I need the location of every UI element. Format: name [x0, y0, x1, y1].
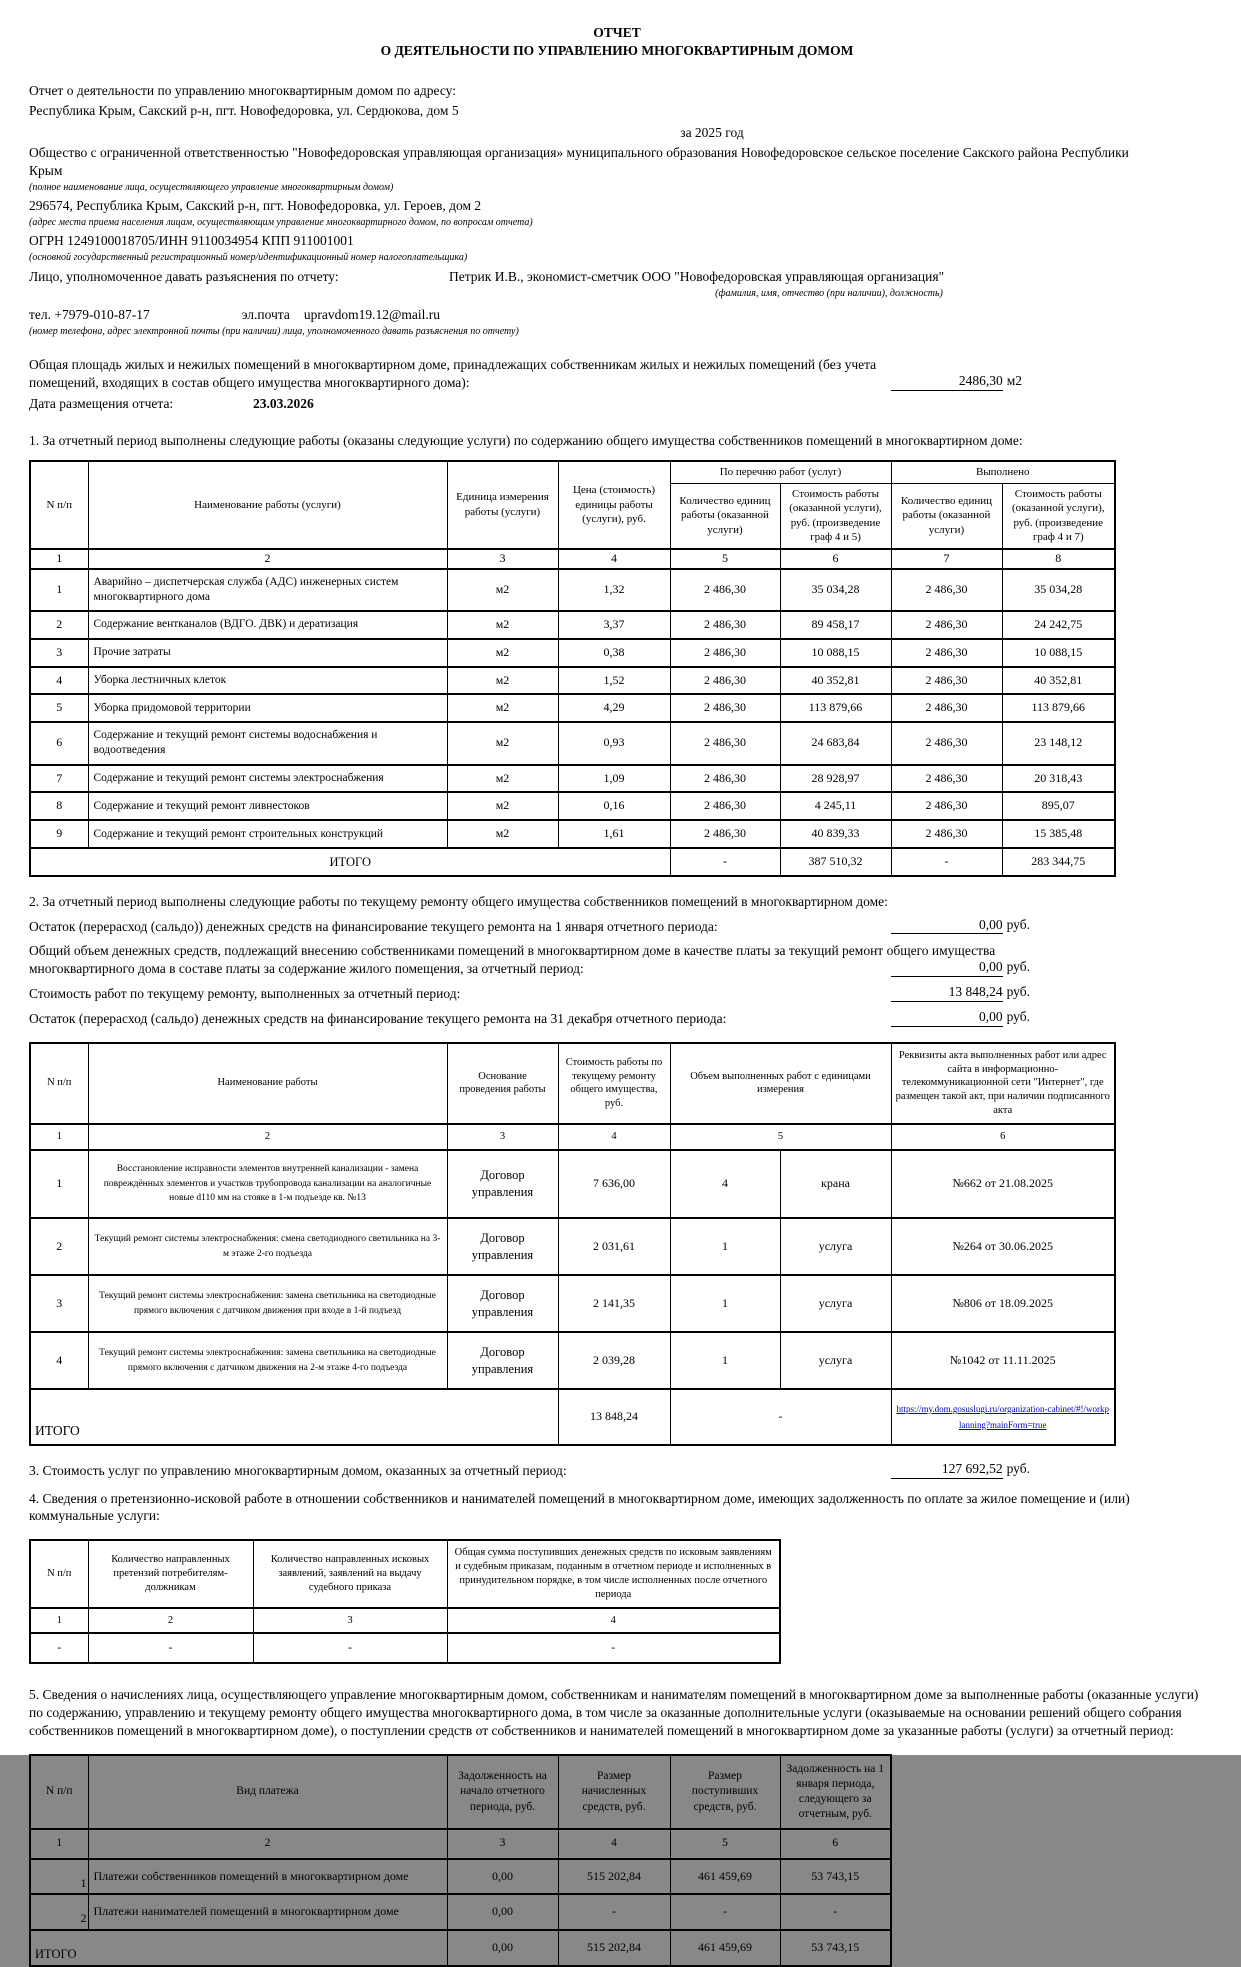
cell: 89 458,17	[780, 611, 891, 639]
cell: услуга	[780, 1332, 891, 1389]
cell: 2	[30, 1894, 88, 1930]
cell: 9	[30, 820, 88, 848]
line-value: 0,00	[891, 916, 1003, 935]
table-row	[30, 1275, 1115, 1332]
line-unit: руб.	[1006, 916, 1030, 932]
cell: м2	[447, 765, 558, 793]
line-label: Стоимость работ по текущему ремонту, выполненных за отчетный период:	[29, 986, 461, 1002]
cell: 0,00	[447, 1859, 558, 1895]
report-subtitle: О ДЕЯТЕЛЬНОСТИ ПО УПРАВЛЕНИЮ МНОГОКВАРТИРНЫМ ДОМОМ	[380, 42, 854, 58]
table-row	[30, 765, 1115, 793]
col-header: Цена (стоимость) единицы работы (услуги), руб.	[558, 461, 670, 549]
cell: 1,61	[558, 820, 670, 848]
section5-heading: 5. Сведения о начислениях лица, осуществляющего управление многоквартирным домом, собственникам и нанимателям помещений в многоквартирном доме за выполненные работы (оказанные услуги) по содержанию, управлению и текущему ремонту общего имущества многоквартирного дома, в том числе за оказанные дополнительные услуги (оказываемые на основании решений общего собрания собственников помещений в многоквартирном доме), о поступлении средств от собственников и нанимателей помещений в многоквартирном доме за указанные работы (услуги) за отчетный период:	[29, 1687, 1199, 1738]
total-cell: 13 848,24	[558, 1389, 670, 1445]
repair-due-line	[29, 942, 1205, 978]
col-header: Задолженность на начало отчетного периода, руб.	[447, 1755, 558, 1830]
total-cell: 283 344,75	[1002, 848, 1115, 876]
cell: 2 486,30	[891, 611, 1002, 639]
total-area-text: Общая площадь жилых и нежилых помещений в многоквартирном доме, принадлежащих собственникам жилых и нежилых помещений (без учета помещений, входящих в состав общего имущества многоквартирного дома):	[29, 356, 877, 390]
cell: м2	[447, 639, 558, 667]
line-value-wrap	[891, 983, 1030, 1002]
col-header: Стоимость работы (оказанной услуги), руб. (произведение граф 4 и 7)	[1002, 483, 1115, 549]
repair-balance-start-line	[29, 918, 1205, 936]
col-index: 3	[447, 1829, 558, 1858]
col-index: 4	[447, 1608, 780, 1634]
line-unit: руб.	[1006, 1008, 1030, 1024]
section1-heading: 1. За отчетный период выполнены следующие работы (оказаны следующие услуги) по содержанию общего имущества собственников помещений в многоквартирном доме:	[29, 433, 1023, 449]
cell: 3	[30, 639, 88, 667]
cell: 2	[30, 611, 88, 639]
cell: Договор управления	[447, 1150, 558, 1218]
cell: 4 245,11	[780, 792, 891, 820]
line-label: Остаток (перерасход (сальдо) денежных средств на финансирование текущего ремонта на 31 декабря отчетного периода:	[29, 1010, 727, 1026]
phone-caption: (номер телефона, адрес электронной почты (при наличии) лица, уполномоченного давать разъяснения по отчету)	[29, 325, 519, 337]
cell: 4,29	[558, 694, 670, 722]
table-row	[30, 639, 1115, 667]
cell: Прочие затраты	[88, 639, 447, 667]
col-index: 3	[253, 1608, 447, 1634]
cell: 1	[670, 1332, 780, 1389]
report-title: ОТЧЕТ	[593, 25, 641, 40]
col-header: Количество единиц работы (оказанной услуги)	[891, 483, 1002, 549]
cell: №1042 от 11.11.2025	[891, 1332, 1115, 1389]
line-value-wrap	[891, 916, 1030, 935]
cell: №264 от 30.06.2025	[891, 1218, 1115, 1275]
total-area-value-wrap	[891, 372, 1022, 391]
col-header: N п/п	[30, 1043, 88, 1124]
cell: 1,09	[558, 765, 670, 793]
cell: 10 088,15	[1002, 639, 1115, 667]
cell: м2	[447, 694, 558, 722]
line-label: Остаток (перерасход (сальдо)) денежных средств на финансирование текущего ремонта на 1 января отчетного периода:	[29, 918, 718, 934]
cell: Платежи нанимателей помещений в многоквартирном доме	[88, 1894, 447, 1930]
section4-heading: 4. Сведения о претензионно-исковой работе в отношении собственников и нанимателей помещений в многоквартирном доме, имеющих задолженность по оплате за жилое помещение и (или) коммунальные услуги:	[29, 1490, 1130, 1524]
cell: -	[253, 1633, 447, 1663]
col-index: 5	[670, 1124, 891, 1150]
total-cell: 53 743,15	[780, 1930, 891, 1966]
col-index: 5	[670, 549, 780, 569]
cell: м2	[447, 569, 558, 611]
col-header: Стоимость работы (оказанной услуги), руб. (произведение граф 4 и 5)	[780, 483, 891, 549]
cell: 2 141,35	[558, 1275, 670, 1332]
table-total-row	[30, 1930, 891, 1966]
contact-label: Лицо, уполномоченное давать разъяснения по отчету:	[29, 268, 339, 284]
line-unit: руб.	[1006, 959, 1030, 975]
col-index: 2	[88, 549, 447, 569]
col-index: 1	[30, 1829, 88, 1858]
management-cost-unit: руб.	[1006, 1460, 1030, 1476]
cell: 0,93	[558, 722, 670, 764]
cell: Договор управления	[447, 1218, 558, 1275]
section3-label: 3. Стоимость услуг по управлению многоквартирным домом, оказанных за отчетный период:	[29, 1462, 567, 1478]
cell: 3	[30, 1275, 88, 1332]
report-date-line	[29, 395, 1205, 413]
cell: Договор управления	[447, 1332, 558, 1389]
table-row	[30, 1633, 780, 1663]
col-index: 5	[670, 1829, 780, 1858]
report-date-value: 23.03.2026	[253, 395, 314, 411]
cell: 53 743,15	[780, 1859, 891, 1895]
cell: Договор управления	[447, 1275, 558, 1332]
contact-person: Петрик И.В., экономист-сметчик ООО "Новофедоровская управляющая организация"	[449, 268, 945, 284]
cell: крана	[780, 1150, 891, 1218]
cell: 1	[30, 1859, 88, 1895]
cell: Содержание вентканалов (ВДГО. ДВК) и дератизация	[88, 611, 447, 639]
management-cost-value: 127 692,52	[891, 1460, 1003, 1479]
cell: -	[447, 1633, 780, 1663]
cell: Текущий ремонт системы электроснабжения: замена светильника на светодиодные прямого включения с датчиком движения при входе в 1-й подъезд	[88, 1275, 447, 1332]
line-value-wrap	[891, 1008, 1030, 1027]
col-index: 6	[891, 1124, 1115, 1150]
total-label: ИТОГО	[30, 1389, 558, 1445]
cell: 2	[30, 1218, 88, 1275]
col-header: N п/п	[30, 461, 88, 549]
col-index: 3	[447, 1124, 558, 1150]
col-index: 2	[88, 1124, 447, 1150]
cell: 2 486,30	[891, 569, 1002, 611]
cell: 2 486,30	[670, 792, 780, 820]
col-header: Реквизиты акта выполненных работ или адрес сайта в информационно-телекоммуникационной сети "Интернет", где размещен такой акт, при наличии подписанного акта	[891, 1043, 1115, 1124]
cell: 2 486,30	[670, 639, 780, 667]
col-header: Задолженность на 1 января периода, следующего за отчетным, руб.	[780, 1755, 891, 1830]
total-cell: -	[891, 848, 1002, 876]
cell: 2 039,28	[558, 1332, 670, 1389]
cell: №662 от 21.08.2025	[891, 1150, 1115, 1218]
col-header: Количество направленных претензий потребителям-должникам	[88, 1540, 253, 1607]
cell: 0,38	[558, 639, 670, 667]
table-row	[30, 1894, 891, 1930]
cell: 20 318,43	[1002, 765, 1115, 793]
repair-cost-line	[29, 985, 1205, 1003]
line-value: 0,00	[891, 1008, 1003, 1027]
cell: Уборка лестничных клеток	[88, 667, 447, 695]
cell: Содержание и текущий ремонт системы водоснабжения и водоотведения	[88, 722, 447, 764]
maintenance-works-table	[29, 460, 1116, 877]
table-row	[30, 792, 1115, 820]
cell: Текущий ремонт системы электроснабжения: замена светильника на светодиодные прямого включения с датчиком движения на 2-м этаже 4-го подъезда	[88, 1332, 447, 1389]
cell: 1,52	[558, 667, 670, 695]
table-row	[30, 1218, 1115, 1275]
table-row	[30, 569, 1115, 611]
col-index: 8	[1002, 549, 1115, 569]
col-index: 2	[88, 1829, 447, 1858]
table-total-row	[30, 848, 1115, 876]
repair-works-table	[29, 1042, 1116, 1446]
col-index: 2	[88, 1608, 253, 1634]
cell: 4	[670, 1150, 780, 1218]
org-address: 296574, Республика Крым, Сакский р-н, пгт. Новофедоровка, ул. Героев, дом 2	[29, 197, 482, 213]
cell: 2 486,30	[670, 569, 780, 611]
cell: 1	[670, 1275, 780, 1332]
cell: 2 486,30	[670, 667, 780, 695]
col-header: N п/п	[30, 1540, 88, 1607]
col-header: Стоимость работы по текущему ремонту общего имущества, руб.	[558, 1043, 670, 1124]
cell: Платежи собственников помещений в многоквартирном доме	[88, 1859, 447, 1895]
cell: 40 352,81	[1002, 667, 1115, 695]
cell: 2 486,30	[891, 722, 1002, 764]
cell: 0,00	[447, 1894, 558, 1930]
cell: 0,16	[558, 792, 670, 820]
cell: 461 459,69	[670, 1859, 780, 1895]
line-unit: руб.	[1006, 984, 1030, 1000]
total-area-block	[29, 356, 1205, 392]
claims-table	[29, 1539, 781, 1664]
contact-caption: (фамилия, имя, отчество (при наличии), должность)	[715, 287, 943, 299]
cell: 10 088,15	[780, 639, 891, 667]
phone-email-line	[29, 306, 1205, 324]
org-address-caption: (адрес места приема населения лицам, осуществляющим управление многоквартирного домом, по вопросам отчета)	[29, 216, 533, 228]
repair-balance-end-line	[29, 1010, 1205, 1028]
cell: 3,37	[558, 611, 670, 639]
table-row	[30, 820, 1115, 848]
col-index: 4	[558, 549, 670, 569]
col-header: N п/п	[30, 1755, 88, 1830]
cell: 23 148,12	[1002, 722, 1115, 764]
cell: 2 486,30	[891, 820, 1002, 848]
line-value: 13 848,24	[891, 983, 1003, 1002]
line-label: Общий объем денежных средств, подлежащий внесению собственниками помещений в многоквартирном доме в качестве платы за текущий ремонт общего имущества многоквартирного дома в составе платы за содержание жилого помещения, за отчетный период:	[29, 943, 996, 977]
management-cost-wrap	[891, 1460, 1030, 1479]
cell: 6	[30, 722, 88, 764]
cell: 28 928,97	[780, 765, 891, 793]
table-row	[30, 1859, 891, 1895]
cell: -	[780, 1894, 891, 1930]
col-group-header: Выполнено	[891, 461, 1115, 483]
col-header: Вид платежа	[88, 1755, 447, 1830]
col-index: 6	[780, 549, 891, 569]
cell: 40 839,33	[780, 820, 891, 848]
total-cell: 387 510,32	[780, 848, 891, 876]
total-area-value: 2486,30	[891, 372, 1003, 391]
col-header: Наименование работы (услуги)	[88, 461, 447, 549]
cell: 113 879,66	[780, 694, 891, 722]
total-cell: 461 459,69	[670, 1930, 780, 1966]
cell: 35 034,28	[1002, 569, 1115, 611]
cell: 8	[30, 792, 88, 820]
cell: Содержание и текущий ремонт ливнестоков	[88, 792, 447, 820]
total-cell: 515 202,84	[558, 1930, 670, 1966]
total-cell: -	[670, 1389, 891, 1445]
cell: 2 486,30	[891, 792, 1002, 820]
col-header: Количество направленных исковых заявлений, заявлений на выдачу судебного приказа	[253, 1540, 447, 1607]
org-name: Общество с ограниченной ответственностью "Новофедоровская управляющая организация» муниципального образования Новофедоровское сельское поселение Сакского района Республики Крым	[29, 145, 1129, 178]
cell: м2	[447, 792, 558, 820]
total-cell	[891, 1389, 1115, 1445]
table-row	[30, 1332, 1115, 1389]
col-index: 4	[558, 1829, 670, 1858]
col-index: 4	[558, 1124, 670, 1150]
total-area-unit: м2	[1006, 372, 1022, 388]
cell: 2 486,30	[891, 694, 1002, 722]
col-header: Количество единиц работы (оказанной услуги)	[670, 483, 780, 549]
table-row	[30, 611, 1115, 639]
section3-line	[29, 1462, 1205, 1480]
cell: 4	[30, 667, 88, 695]
cell: м2	[447, 667, 558, 695]
col-index: 6	[780, 1829, 891, 1858]
cell: 1	[30, 1150, 88, 1218]
col-header: Основание проведения работы	[447, 1043, 558, 1124]
cell: 40 352,81	[780, 667, 891, 695]
cell: 2 486,30	[670, 722, 780, 764]
cell: 35 034,28	[780, 569, 891, 611]
cell: 7 636,00	[558, 1150, 670, 1218]
col-index: 1	[30, 1608, 88, 1634]
total-label: ИТОГО	[30, 848, 670, 876]
col-index: 1	[30, 549, 88, 569]
col-header: Размер начисленных средств, руб.	[558, 1755, 670, 1830]
cell: м2	[447, 820, 558, 848]
cell: 1	[30, 569, 88, 611]
cell: м2	[447, 611, 558, 639]
col-index: 1	[30, 1124, 88, 1150]
cell: 2 486,30	[891, 667, 1002, 695]
col-header: Размер поступивших средств, руб.	[670, 1755, 780, 1830]
cell: Содержание и текущий ремонт системы электроснабжения	[88, 765, 447, 793]
total-label: ИТОГО	[30, 1930, 447, 1966]
cell: 113 879,66	[1002, 694, 1115, 722]
cell: -	[670, 1894, 780, 1930]
total-cell: 0,00	[447, 1930, 558, 1966]
email: upravdom19.12@mail.ru	[303, 306, 441, 322]
cell: Аварийно – диспетчерская служба (АДС) инженерных систем многоквартирного дома	[88, 569, 447, 611]
email-label: эл.почта	[241, 306, 290, 322]
col-index: 7	[891, 549, 1002, 569]
col-header: Единица измерения работы (услуги)	[447, 461, 558, 549]
cell: 7	[30, 765, 88, 793]
cell: 15 385,48	[1002, 820, 1115, 848]
cell: 895,07	[1002, 792, 1115, 820]
table-row	[30, 1150, 1115, 1218]
table-row	[30, 667, 1115, 695]
report-intro: Отчет о деятельности по управлению многоквартирным домом по адресу:	[29, 82, 457, 98]
cell: 2 486,30	[891, 765, 1002, 793]
cell: -	[88, 1633, 253, 1663]
table-total-row	[30, 1389, 1115, 1445]
col-index: 3	[447, 549, 558, 569]
cell: 2 486,30	[670, 765, 780, 793]
cell: 4	[30, 1332, 88, 1389]
cell: м2	[447, 722, 558, 764]
cell: 515 202,84	[558, 1859, 670, 1895]
phone: тел. +7979-010-87-17	[29, 306, 150, 322]
cell: -	[30, 1633, 88, 1663]
total-cell: -	[670, 848, 780, 876]
ogrn-inn-kpp: ОГРН 1249100018705/ИНН 9110034954 КПП 911001001	[29, 232, 354, 248]
section2-heading: 2. За отчетный период выполнены следующие работы по текущему ремонту общего имущества собственников помещений в многоквартирном доме:	[29, 893, 888, 909]
cell: 5	[30, 694, 88, 722]
workplanning-link[interactable]: https://my.dom.gosuslugi.ru/organization-cabinet/#!/workplanning?mainForm=true	[896, 1404, 1109, 1430]
cell: Восстановление исправности элементов внутренней канализации - замена повреждённых элементов и участков трубопровода канализации на аналогичные новые d110 мм на стояке в 1-м подъезде кв. №13	[88, 1150, 447, 1218]
cell: 24 242,75	[1002, 611, 1115, 639]
line-value: 0,00	[891, 958, 1003, 977]
cell: -	[558, 1894, 670, 1930]
col-header: Объем выполненных работ с единицами измерения	[670, 1043, 891, 1124]
cell: 2 486,30	[670, 694, 780, 722]
cell: 1	[670, 1218, 780, 1275]
cell: услуга	[780, 1218, 891, 1275]
cell: Текущий ремонт системы электроснабжения: смена светодиодного светильника на 3-м этаже 2-го подъезда	[88, 1218, 447, 1275]
report-date-label: Дата размещения отчета:	[29, 395, 174, 411]
building-address: Республика Крым, Сакский р-н, пгт. Новофедоровка, ул. Сердюкова, дом 5	[29, 103, 459, 119]
cell: №806 от 18.09.2025	[891, 1275, 1115, 1332]
line-value-wrap	[891, 958, 1030, 977]
col-group-header: По перечню работ (услуг)	[670, 461, 891, 483]
col-header: Наименование работы	[88, 1043, 447, 1124]
cell: услуга	[780, 1275, 891, 1332]
ogrn-caption: (основной государственный регистрационный номер/идентификационный номер налогоплательщика)	[29, 251, 468, 263]
table-row	[30, 694, 1115, 722]
cell: 2 486,30	[670, 611, 780, 639]
table-row	[30, 722, 1115, 764]
cell: Содержание и текущий ремонт строительных конструкций	[88, 820, 447, 848]
cell: 2 486,30	[891, 639, 1002, 667]
org-name-caption: (полное наименование лица, осуществляющего управление многоквартирным домом)	[29, 181, 394, 193]
accruals-table	[29, 1754, 892, 1967]
cell: 2 031,61	[558, 1218, 670, 1275]
cell: 2 486,30	[670, 820, 780, 848]
cell: Уборка придомовой территории	[88, 694, 447, 722]
report-year: за 2025 год	[680, 125, 744, 141]
cell: 1,32	[558, 569, 670, 611]
cell: 24 683,84	[780, 722, 891, 764]
col-header: Общая сумма поступивших денежных средств по исковым заявлениям и судебным приказам, поданным в отчетном периоде и исполненных в принудительном порядке, в том числе исполненных после отчетного периода	[447, 1540, 780, 1607]
contact-line	[29, 268, 1205, 286]
